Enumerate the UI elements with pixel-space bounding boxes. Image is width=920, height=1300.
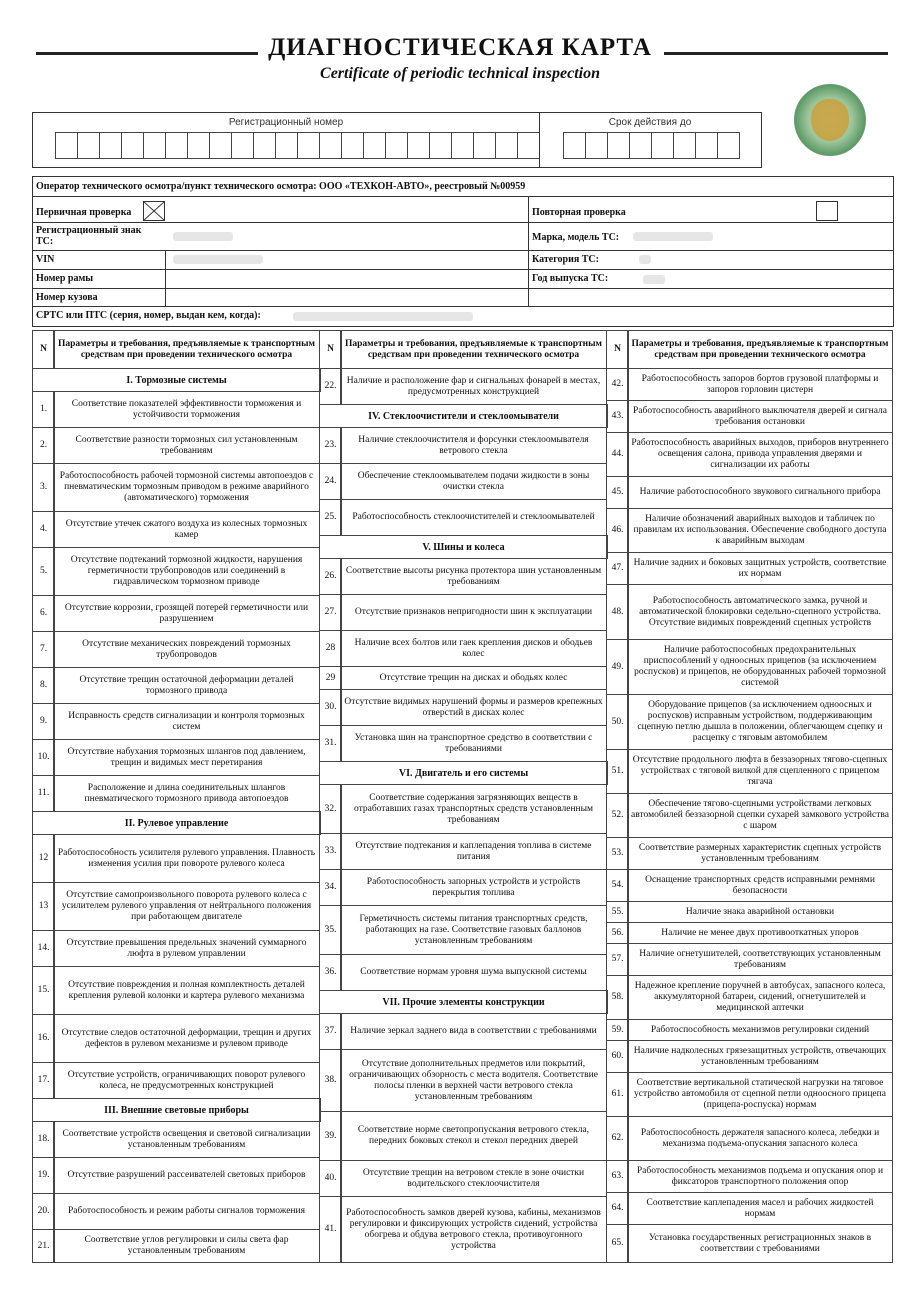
redacted-reg-sign	[173, 232, 233, 241]
row-number: 38.	[319, 1049, 342, 1112]
redacted-year	[643, 275, 665, 284]
row-number: 31.	[319, 725, 342, 762]
repeat-check-label: Повторная проверка	[532, 207, 626, 218]
registration-box	[32, 112, 762, 168]
parameter-text: Соответствие показателей эффективности торможения и устойчивости торможения	[53, 391, 320, 428]
parameter-text: Наличие работоспособных предохранительных приспособлений у одноосных прицепов (за исключением роспусков) и прицепов, не оборудованных рабочей тормозной системой	[627, 639, 893, 695]
row-number: 56.	[606, 922, 629, 944]
repeat-check-box[interactable]	[816, 201, 838, 221]
parameter-text: Исправность средств сигнализации и контроля тормозных систем	[53, 703, 320, 740]
vin-label: VIN	[36, 254, 55, 265]
section-heading: VI. Двигатель и его системы	[319, 761, 608, 785]
parameter-text: Наличие работоспособного звукового сигнального прибора	[627, 476, 893, 509]
section-heading: I. Тормозные системы	[32, 368, 321, 392]
row-number: 48.	[606, 584, 629, 640]
parameter-text: Наличие и расположение фар и сигнальных фонарей в местах, предусмотренных конструкцией	[340, 368, 607, 405]
parameter-text: Отсутствие трещин на дисках и ободьях колес	[340, 666, 607, 690]
row-number: 23.	[319, 427, 342, 464]
row-number: 35.	[319, 905, 342, 955]
parameter-text: Соответствие содержания загрязняющих веществ в отработавших газах транспортных средств установленным требованиям	[340, 784, 607, 834]
parameter-text: Отсутствие признаков непригодности шин к эксплуатации	[340, 594, 607, 631]
redacted-vin	[173, 255, 263, 264]
document-title: ДИАГНОСТИЧЕСКАЯ КАРТА	[268, 34, 652, 61]
parameter-text: Отсутствие разрушений рассеивателей световых приборов	[53, 1157, 320, 1194]
row-number: 28	[319, 630, 342, 667]
parameter-text: Наличие задних и боковых защитных устройств, соответствие их нормам	[627, 552, 893, 585]
vehicle-info-block	[32, 176, 894, 327]
row-number: 63.	[606, 1160, 629, 1193]
row-number: 33.	[319, 833, 342, 870]
row-number: 58.	[606, 975, 629, 1020]
parameter-text: Надежное крепление поручней в автобусах, запасного колеса, аккумуляторной батареи, сидений, огнетушителей и медицинской аптечки	[627, 975, 893, 1020]
category-label: Категория ТС:	[532, 254, 599, 265]
parameter-text: Установка шин на транспортное средство в соответствии с требованиями	[340, 725, 607, 762]
row-number: 43.	[606, 400, 629, 433]
row-number: 10.	[32, 739, 55, 776]
section-heading: III. Внешние световые приборы	[32, 1098, 321, 1122]
row-number: 14.	[32, 930, 55, 967]
row-number: 36.	[319, 954, 342, 991]
parameter-text: Расположение и длина соединительных шлангов пневматического тормозного привода автопоездов	[53, 775, 320, 812]
row-number: 42.	[606, 368, 629, 401]
redacted-srts	[293, 312, 473, 321]
row-number: 12	[32, 834, 55, 883]
row-number: 16.	[32, 1014, 55, 1063]
row-number: 18.	[32, 1121, 55, 1158]
parameter-text: Отсутствие видимых нарушений формы и размеров крепежных отверстий в дисках колес	[340, 689, 607, 726]
parameter-text: Отсутствие следов остаточной деформации, трещин и других дефектов в рулевом механизме и рулевом приводе	[53, 1014, 320, 1063]
validity-cells	[563, 132, 739, 157]
row-number: 45.	[606, 476, 629, 509]
parameter-text: Отсутствие устройств, ограничивающих поворот рулевого колеса, не предусмотренных конструкцией	[53, 1062, 320, 1099]
row-number: 29	[319, 666, 342, 690]
column-header-params: Параметры и требования, предъявляемые к транспортным средствам при проведении технического осмотра	[340, 330, 607, 369]
row-number: 22.	[319, 368, 342, 405]
row-number: 3.	[32, 463, 55, 512]
row-number: 15.	[32, 966, 55, 1015]
parameter-text: Обеспечение тягово-сцепными устройствами легковых автомобилей беззазорной сцепки сухарей замкового устройства с шаром	[627, 793, 893, 838]
srts-label: СРТС или ПТС (серия, номер, выдан кем, когда):	[36, 310, 261, 321]
row-number: 62.	[606, 1116, 629, 1161]
parameter-text: Отсутствие трещин остаточной деформации деталей тормозного привода	[53, 667, 320, 704]
parameter-text: Работоспособность автоматического замка, ручной и автоматической блокировки седельно-сцепного устройства. Отсутствие видимых повреждений сцепных устройств	[627, 584, 893, 640]
row-number: 34.	[319, 869, 342, 906]
parameter-text: Отсутствие утечек сжатого воздуха из колесных тормозных камер	[53, 511, 320, 548]
redacted-make-model	[633, 232, 713, 241]
redacted-category	[639, 255, 651, 264]
parameter-text: Обеспечение стеклоомывателем подачи жидкости в зоны очистки стекла	[340, 463, 607, 500]
row-number: 25.	[319, 499, 342, 536]
parameter-text: Соответствие норме светопропускания ветрового стекла, передних боковых стекол и стекол передних дверей	[340, 1111, 607, 1161]
row-number: 13	[32, 882, 55, 931]
body-number-label: Номер кузова	[36, 292, 98, 303]
parameter-text: Наличие знака аварийной остановки	[627, 901, 893, 923]
operator-line: Оператор технического осмотра/пункт технического осмотра: ООО «ТЕХКОН-АВТО», реестровый №00959	[36, 181, 526, 192]
parameter-text: Отсутствие набухания тормозных шлангов под давлением, трещин и видимых мест перетирания	[53, 739, 320, 776]
parameter-text: Отсутствие коррозии, грозящей потерей герметичности или разрушением	[53, 595, 320, 632]
row-number: 65.	[606, 1224, 629, 1263]
row-number: 64.	[606, 1192, 629, 1225]
parameter-text: Наличие стеклоочистителя и форсунки стеклоомывателя ветрового стекла	[340, 427, 607, 464]
section-heading: IV. Стеклоочистители и стеклоомыватели	[319, 404, 608, 428]
primary-check-label: Первичная проверка	[36, 207, 132, 218]
parameter-text: Соответствие нормам уровня шума выпускной системы	[340, 954, 607, 991]
parameter-text: Наличие обозначений аварийных выходов и табличек по правилам их использования. Обеспечение свободного доступа к аварийным выходам	[627, 508, 893, 553]
parameter-text: Работоспособность держателя запасного колеса, лебедки и механизма подъема-опускания запасного колеса	[627, 1116, 893, 1161]
reg-sign-label: Регистрационный знак ТС:	[36, 225, 142, 247]
row-number: 59.	[606, 1019, 629, 1041]
make-model-label: Марка, модель ТС:	[532, 232, 620, 243]
parameter-text: Отсутствие подтеканий тормозной жидкости, нарушения герметичности трубопроводов или соединений в гидравлическом тормозном приводе	[53, 547, 320, 596]
parameter-text: Наличие зеркал заднего вида в соответствии с требованиями	[340, 1013, 607, 1050]
row-number: 49.	[606, 639, 629, 695]
row-number: 60.	[606, 1040, 629, 1073]
parameter-text: Наличие всех болтов или гаек крепления дисков и ободьев колес	[340, 630, 607, 667]
row-number: 53.	[606, 837, 629, 870]
row-number: 19.	[32, 1157, 55, 1194]
parameter-text: Отсутствие продольного люфта в беззазорных тягово-сцепных устройствах с тяговой вилкой для сцепленного с прицепом тягача	[627, 749, 893, 794]
column-header-n: N	[32, 330, 55, 369]
row-number: 50.	[606, 694, 629, 750]
parameter-text: Работоспособность запоров бортов грузовой платформы и запоров горловин цистерн	[627, 368, 893, 401]
row-number: 52.	[606, 793, 629, 838]
row-number: 24.	[319, 463, 342, 500]
row-number: 11.	[32, 775, 55, 812]
parameter-text: Работоспособность механизмов подъема и опускания опор и фиксаторов транспортного положения опор	[627, 1160, 893, 1193]
row-number: 44.	[606, 432, 629, 477]
parameter-text: Работоспособность замков дверей кузова, кабины, механизмов регулировки и фиксирующих устройств сидений, устройства обогрева и обдува ветрового стекла, противоугонного устройства	[340, 1196, 607, 1263]
section-heading: VII. Прочие элементы конструкции	[319, 990, 608, 1014]
parameter-text: Установка государственных регистрационных знаков в соответствии с требованиями	[627, 1224, 893, 1263]
validity-label: Срок действия до	[608, 117, 692, 128]
document-subtitle: Certificate of periodic technical inspection	[320, 65, 600, 82]
row-number: 21.	[32, 1229, 55, 1263]
reg-number-label: Регистрационный номер	[228, 117, 344, 128]
section-heading: II. Рулевое управление	[32, 811, 321, 835]
row-number: 27.	[319, 594, 342, 631]
parameter-text: Работоспособность аварийных выходов, приборов внутреннего освещения салона, привода управления дверями и сигнализации их работы	[627, 432, 893, 477]
parameter-text: Работоспособность усилителя рулевого управления. Плавность изменения усилия при повороте рулевого колеса	[53, 834, 320, 883]
column-header-n: N	[606, 330, 629, 369]
parameter-text: Соответствие углов регулировки и силы света фар установленным требованиям	[53, 1229, 320, 1263]
parameter-text: Наличие не менее двух противооткатных упоров	[627, 922, 893, 944]
row-number: 61.	[606, 1072, 629, 1117]
parameter-text: Соответствие разности тормозных сил установленным требованиям	[53, 427, 320, 464]
row-number: 54.	[606, 869, 629, 902]
parameter-text: Оборудование прицепов (за исключением одноосных и роспусков) исправным устройством, поддерживающим сцепную петлю дышла в положении, облегчающем сцепку и расцепку с тяговым автомобилем	[627, 694, 893, 750]
parameter-text: Работоспособность аварийного выключателя дверей и сигнала требования остановки	[627, 400, 893, 433]
row-number: 55.	[606, 901, 629, 923]
parameter-text: Наличие огнетушителей, соответствующих установленным требованиям	[627, 943, 893, 976]
frame-number-label: Номер рамы	[36, 273, 94, 284]
parameter-text: Наличие надколесных грязезащитных устройств, отвечающих установленным требованиям	[627, 1040, 893, 1073]
parameter-text: Работоспособность запорных устройств и устройств перекрытия топлива	[340, 869, 607, 906]
parameter-text: Работоспособность механизмов регулировки сидений	[627, 1019, 893, 1041]
parameter-text: Отсутствие повреждения и полная комплектность деталей крепления рулевой колонки и картера рулевого механизма	[53, 966, 320, 1015]
row-number: 8.	[32, 667, 55, 704]
row-number: 30.	[319, 689, 342, 726]
parameter-text: Соответствие размерных характеристик сцепных устройств установленным требованиям	[627, 837, 893, 870]
parameter-text: Соответствие устройств освещения и световой сигнализации установленным требованиям	[53, 1121, 320, 1158]
row-number: 57.	[606, 943, 629, 976]
row-number: 40.	[319, 1160, 342, 1197]
column-header-params: Параметры и требования, предъявляемые к транспортным средствам при проведении технического осмотра	[53, 330, 320, 369]
row-number: 46.	[606, 508, 629, 553]
row-number: 37.	[319, 1013, 342, 1050]
parameter-text: Отсутствие превышения предельных значений суммарного люфта в рулевом управлении	[53, 930, 320, 967]
section-heading: V. Шины и колеса	[319, 535, 608, 559]
row-number: 41.	[319, 1196, 342, 1263]
row-number: 6.	[32, 595, 55, 632]
row-number: 17.	[32, 1062, 55, 1099]
reg-number-cells	[55, 132, 539, 157]
parameter-text: Соответствие каплепадения масел и рабочих жидкостей нормам	[627, 1192, 893, 1225]
parameter-text: Работоспособность стеклоочистителей и стеклоомывателей	[340, 499, 607, 536]
column-header-params: Параметры и требования, предъявляемые к транспортным средствам при проведении технического осмотра	[627, 330, 893, 369]
parameter-text: Отсутствие механических повреждений тормозных трубопроводов	[53, 631, 320, 668]
parameter-text: Отсутствие самопроизвольного поворота рулевого колеса с усилителем рулевого управления от нейтрального положения при работающем двигателе	[53, 882, 320, 931]
row-number: 5.	[32, 547, 55, 596]
parameter-text: Герметичность системы питания транспортных средств, работающих на газе. Соответствие газовых баллонов установленным требованиям	[340, 905, 607, 955]
column-header-n: N	[319, 330, 342, 369]
inspection-table	[32, 330, 892, 1262]
row-number: 1.	[32, 391, 55, 428]
year-label: Год выпуска ТС:	[532, 273, 609, 284]
row-number: 2.	[32, 427, 55, 464]
row-number: 26.	[319, 558, 342, 595]
parameter-text: Отсутствие дополнительных предметов или покрытий, ограничивающих обзорность с места водителя. Соответствие полосы пленки в верхней части ветрового стекла установленным требованиям	[340, 1049, 607, 1112]
parameter-text: Работоспособность и режим работы сигналов торможения	[53, 1193, 320, 1230]
row-number: 39.	[319, 1111, 342, 1161]
row-number: 9.	[32, 703, 55, 740]
parameter-text: Отсутствие трещин на ветровом стекле в зоне очистки водительского стеклоочистителя	[340, 1160, 607, 1197]
row-number: 20.	[32, 1193, 55, 1230]
row-number: 51.	[606, 749, 629, 794]
parameter-text: Соответствие вертикальной статической нагрузки на тяговое устройство автомобиля от сцепной петли одноосного прицепа (прицепа-роспуска) нормам	[627, 1072, 893, 1117]
parameter-text: Оснащение транспортных средств исправными ремнями безопасности	[627, 869, 893, 902]
row-number: 4.	[32, 511, 55, 548]
parameter-text: Соответствие высоты рисунка протектора шин установленным требованиям	[340, 558, 607, 595]
parameter-text: Отсутствие подтекания и каплепадения топлива в системе питания	[340, 833, 607, 870]
row-number: 32.	[319, 784, 342, 834]
row-number: 47.	[606, 552, 629, 585]
primary-check-box[interactable]	[143, 201, 165, 221]
hologram-seal-icon	[794, 84, 866, 156]
parameter-text: Работоспособность рабочей тормозной системы автопоездов с пневматическим тормозным приводом в режиме аварийного (автоматического) торможения	[53, 463, 320, 512]
row-number: 7.	[32, 631, 55, 668]
